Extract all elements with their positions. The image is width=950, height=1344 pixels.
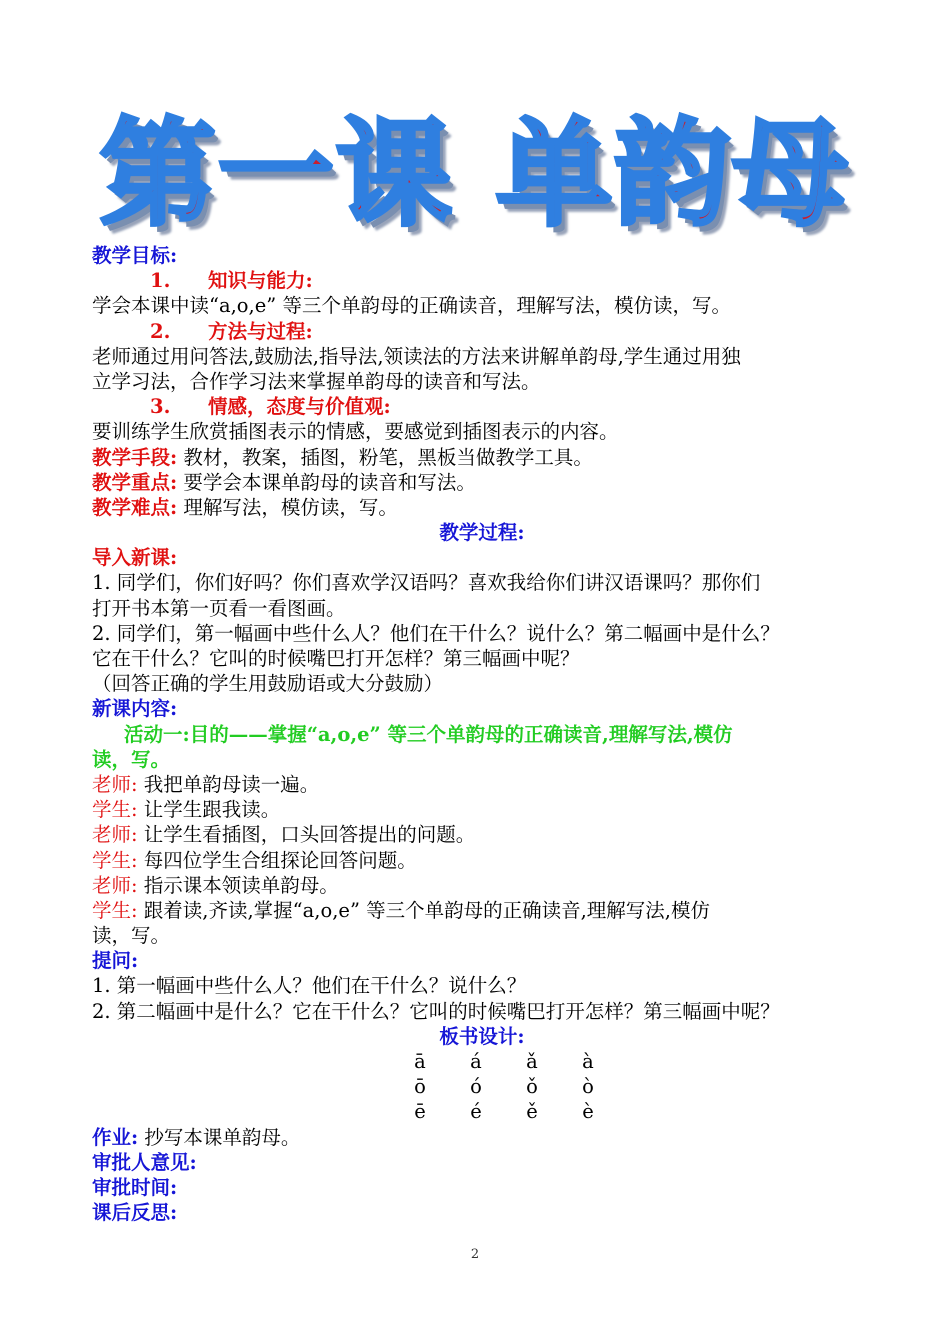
teaching-key-text: 要学会本课单韵母的读音和写法。	[177, 470, 476, 494]
questions-heading: 提问:	[92, 949, 139, 973]
review-opinion: 审批人意见:	[92, 1150, 197, 1174]
tone-cell: è	[582, 1100, 594, 1124]
review-time: 审批时间:	[92, 1175, 178, 1199]
dialog-text: 每四位学生合组探论回答问题。	[137, 848, 417, 872]
objective-2-num: 2.	[150, 319, 171, 343]
tone-row-e	[392, 1099, 872, 1124]
dialog-line	[92, 848, 872, 873]
homework-label: 作业:	[92, 1125, 139, 1149]
question-2: 2. 第二幅画中是什么？它在干什么？它叫的时候嘴巴打开怎样？第三幅画中呢？	[92, 999, 780, 1023]
intro-line-1: 1. 同学们，你们好吗？你们喜欢学汉语吗？喜欢我给你们讲汉语课吗？那你们	[92, 571, 761, 595]
dialog-role-teacher: 老师:	[92, 823, 138, 847]
tone-cell: ō	[414, 1075, 426, 1099]
objective-1-label: 知识与能力:	[208, 269, 313, 293]
question-1: 1. 第一幅画中些什么人？他们在干什么？说什么？	[92, 974, 527, 998]
dialog-line-continued: 读，写。	[92, 924, 171, 948]
objective-3-text: 要训练学生欣赏插图表示的情感，要感觉到插图表示的内容。	[92, 420, 619, 444]
intro-line-2: 打开书本第一页看一看图画。	[92, 596, 346, 620]
tone-cell: ó	[470, 1075, 482, 1099]
dialog-role-student: 学生:	[92, 848, 138, 872]
objective-3-label: 情感，态度与价值观:	[208, 395, 391, 419]
dialog-line	[92, 822, 872, 847]
lesson-content	[92, 243, 872, 1225]
dialog-role-student: 学生:	[92, 798, 138, 822]
objective-2-label: 方法与过程:	[208, 319, 313, 343]
teaching-difficulty-text: 理解写法，模仿读，写。	[177, 495, 398, 519]
activity-line-2: 读，写。	[92, 747, 171, 771]
page-number: 2	[470, 1247, 480, 1262]
lesson-title: 第一课 单韵母	[99, 107, 851, 242]
objective-1-heading	[92, 268, 872, 293]
tone-cell: ē	[414, 1100, 426, 1124]
tone-cell: ǒ	[526, 1075, 538, 1099]
teaching-difficulty-label: 教学难点:	[92, 495, 178, 519]
tone-row-o	[392, 1074, 872, 1099]
intro-line-4: 它在干什么？它叫的时候嘴巴打开怎样？第三幅画中呢？	[92, 647, 580, 670]
dialog-line	[92, 873, 872, 898]
reflection: 课后反思:	[92, 1201, 178, 1225]
teaching-difficulty	[92, 495, 872, 520]
tone-cell: é	[470, 1100, 482, 1124]
tone-row-a	[392, 1049, 872, 1074]
teaching-means	[92, 445, 872, 470]
teaching-key-label: 教学重点:	[92, 470, 178, 494]
tone-cell: ǎ	[526, 1050, 538, 1073]
dialog-role-teacher: 老师:	[92, 873, 138, 897]
board-heading: 板书设计:	[439, 1024, 525, 1048]
process-heading: 教学过程:	[439, 521, 525, 545]
tone-cell: ò	[582, 1075, 594, 1099]
objective-1-num: 1.	[150, 269, 171, 293]
teaching-means-label: 教学手段:	[92, 445, 178, 469]
activity-line-1: 活动一:目的——掌握“a,o,e” 等三个单韵母的正确读音,理解写法,模仿	[124, 722, 733, 746]
dialog-role-teacher: 老师:	[92, 772, 138, 796]
tone-cell: à	[582, 1050, 594, 1073]
dialog-line	[92, 797, 872, 822]
tone-cell: ā	[414, 1050, 426, 1073]
dialog-line	[92, 898, 872, 923]
homework-text: 抄写本课单韵母。	[138, 1125, 301, 1149]
teaching-key	[92, 470, 872, 495]
intro-heading: 导入新课:	[92, 546, 178, 570]
tone-table	[92, 1049, 872, 1125]
objectives-heading: 教学目标:	[92, 244, 178, 267]
dialog-role-student: 学生:	[92, 898, 138, 922]
dialog-text: 跟着读,齐读,掌握“a,o,e” 等三个单韵母的正确读音,理解写法,模仿	[137, 898, 711, 922]
objective-2-heading	[92, 319, 872, 344]
dialog-text: 让学生跟我读。	[137, 798, 281, 822]
dialog-text: 我把单韵母读一遍。	[137, 772, 320, 796]
new-lesson-heading: 新课内容:	[92, 697, 178, 721]
intro-line-3: 2. 同学们，第一幅画中些什么人？他们在干什么？说什么？第二幅画中是什么？	[92, 621, 780, 645]
dialog-line	[92, 772, 872, 797]
teaching-means-text: 教材，教案，插图，粉笔，黑板当做教学工具。	[177, 445, 593, 469]
dialog-text: 指示课本领读单韵母。	[137, 873, 339, 897]
intro-line-5: （回答正确的学生用鼓励语或大分鼓励）	[92, 672, 444, 696]
objective-2-text-line2: 立学习法，合作学习法来掌握单韵母的读音和写法。	[92, 369, 541, 393]
homework	[92, 1125, 872, 1150]
dialog-text: 让学生看插图，口头回答提出的问题。	[137, 823, 476, 847]
tone-cell: ě	[526, 1100, 538, 1124]
objective-3-heading	[92, 394, 872, 419]
objective-2-text-line1: 老师通过用问答法,鼓励法,指导法,领读法的方法来讲解单韵母,学生通过用独	[92, 344, 741, 368]
objective-1-text: 学会本课中读“a,o,e” 等三个单韵母的正确读音，理解写法，模仿读，写。	[92, 294, 731, 318]
objective-3-num: 3.	[150, 395, 171, 419]
tone-cell: á	[470, 1050, 482, 1073]
